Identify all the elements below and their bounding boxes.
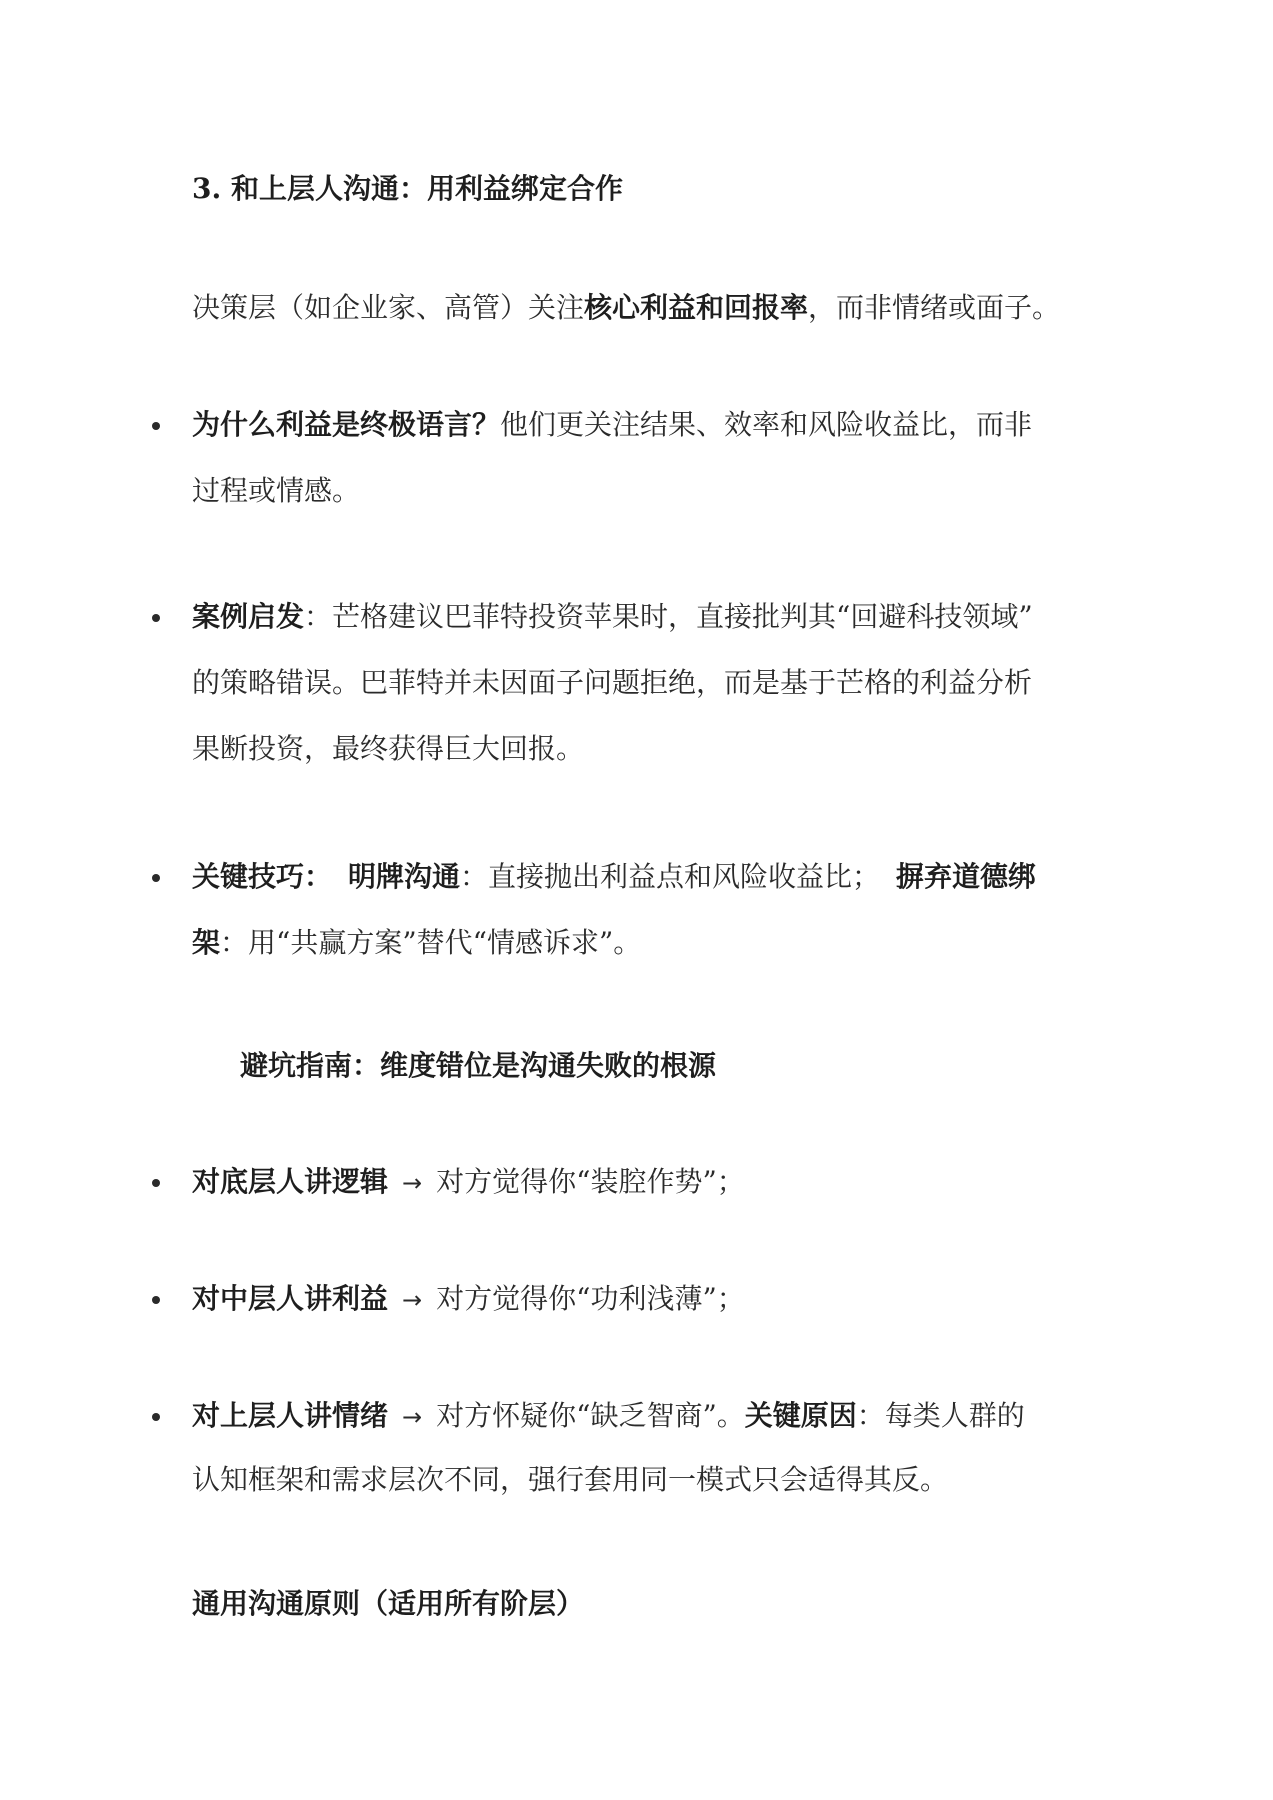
- pitfall-3-text: 对方怀疑你“缺乏智商”。: [436, 1399, 745, 1432]
- pitfall-3-line-2: 认知框架和需求层次不同，强行套用同一模式只会适得其反。: [192, 1463, 949, 1496]
- bullet-3-text-c: ：用“共赢方案”替代“情感诉求”。: [220, 926, 642, 959]
- bullet-dot: [152, 874, 160, 882]
- bullet-3-bold-c2: 架: [192, 926, 221, 959]
- bullet-2-line-1: [192, 600, 1033, 634]
- bullet-dot: [152, 422, 160, 430]
- bullet-1-bold: 为什么利益是终极语言？: [192, 408, 501, 441]
- principles-heading: 通用沟通原则（适用所有阶层）: [192, 1587, 585, 1620]
- pitfall-3-bold: 对上层人讲情绪: [192, 1399, 389, 1432]
- pitfall-3-text-2: ：每类人群的: [856, 1399, 1025, 1432]
- pitfall-1: [192, 1165, 745, 1200]
- subsection-heading: 避坑指南：维度错位是沟通失败的根源: [240, 1049, 717, 1082]
- arrow-icon: →: [402, 1403, 423, 1431]
- bullet-2-line-3: 果断投资，最终获得巨大回报。: [192, 732, 585, 765]
- bullet-2-colon: ：: [304, 600, 333, 633]
- intro-bold: 核心利益和回报率: [584, 291, 809, 324]
- bullet-dot: [152, 1179, 160, 1187]
- bullet-dot: [152, 614, 160, 622]
- pitfall-1-bold: 对底层人讲逻辑: [192, 1165, 389, 1198]
- bullet-2-line-2: 的策略错误。巴菲特并未因面子问题拒绝，而是基于芒格的利益分析: [192, 666, 1033, 699]
- bullet-2-text: 芒格建议巴菲特投资苹果时，直接批判其“回避科技领域”: [332, 600, 1033, 633]
- bullet-3-bold-c: 摒弃道德绑: [896, 860, 1037, 893]
- pitfall-2-bold: 对中层人讲利益: [192, 1282, 389, 1315]
- bullet-3-line-2: [192, 926, 641, 960]
- intro-paragraph: [192, 291, 1060, 325]
- pitfall-3-line-1: [192, 1399, 1025, 1434]
- bullet-1-text: 他们更关注结果、效率和风险收益比，而非: [500, 408, 1033, 441]
- arrow-icon: →: [402, 1286, 423, 1314]
- intro-suffix: ，而非情绪或面子。: [808, 291, 1061, 324]
- bullet-3-bold-b: 明牌沟通: [348, 860, 461, 893]
- pitfall-3-bold-2: 关键原因: [744, 1399, 857, 1432]
- section-heading: 3. 和上层人沟通：用利益绑定合作: [192, 172, 623, 205]
- intro-prefix: 决策层（如企业家、高管）关注: [192, 291, 585, 324]
- bullet-3-text-b: ：直接抛出利益点和风险收益比；: [460, 860, 881, 893]
- bullet-1-line-1: [192, 408, 1032, 442]
- bullet-3-bold-a: 关键技巧：: [192, 860, 333, 893]
- pitfall-1-text: 对方觉得你“装腔作势”；: [436, 1165, 745, 1198]
- pitfall-2: [192, 1282, 745, 1317]
- arrow-icon: →: [402, 1169, 423, 1197]
- bullet-2-bold: 案例启发: [192, 600, 305, 633]
- bullet-3-line-1: [192, 860, 1036, 894]
- bullet-1-line-2: 过程或情感。: [192, 474, 361, 507]
- bullet-dot: [152, 1413, 160, 1421]
- bullet-dot: [152, 1296, 160, 1304]
- pitfall-2-text: 对方觉得你“功利浅薄”；: [436, 1282, 745, 1315]
